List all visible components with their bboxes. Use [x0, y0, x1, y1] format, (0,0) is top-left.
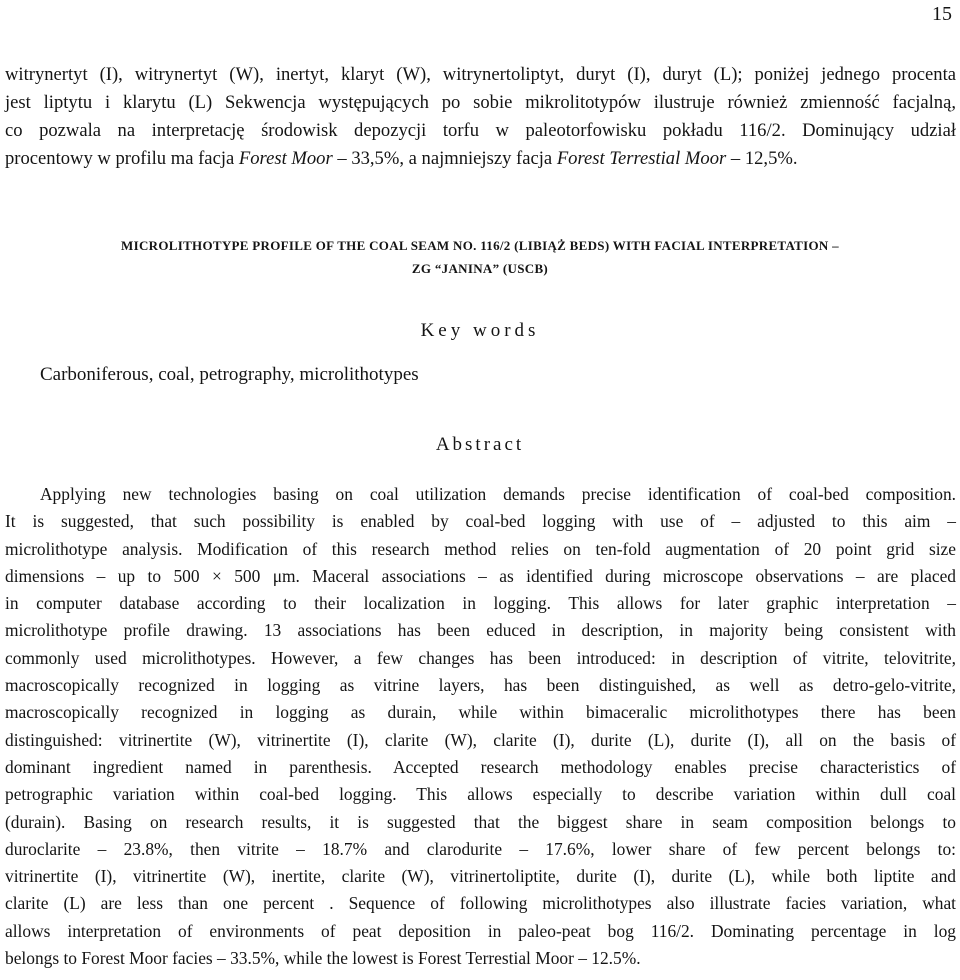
abstract-line: in computer database according to their localization in logging. This allows for later graphic interpretation – — [5, 593, 956, 614]
abstract-line: distinguished: vitrinertite (W), vitrinertite (I), clarite (W), clarite (I), durite (L), durite (I), all on the basis of — [5, 729, 956, 750]
abstract-line: petrographic variation within coal-bed logging. This allows especially to describe variation within dull coal — [5, 784, 956, 805]
intro-line-last — [5, 145, 956, 173]
abstract-line: dominant ingredient named in parenthesis. Accepted research methodology enables precise characteristics of — [5, 756, 956, 777]
abstract-line: belongs to Forest Moor facies – 33.5%, while the lowest is Forest Terrestial Moor – 12.5%. — [5, 948, 641, 969]
intro-line: co pozwala na interpretację środowisk depozycji torfu w paleotorfowisku pokładu 116/2. Dominujący udział — [5, 120, 956, 141]
abstract-line: microlithotype analysis. Modification of this research method relies on ten-fold augmentation of 20 point grid size — [5, 538, 956, 559]
abstract-line: microlithotype profile drawing. 13 associations has been educed in description, in majority being consistent with — [5, 620, 956, 641]
abstract-heading: Abstract — [435, 434, 525, 455]
abstract-text — [5, 481, 956, 972]
facies-name: Forest Moor — [238, 148, 333, 169]
abstract-line: (durain). Basing on research results, it is suggested that the biggest share in seam composition belongs to — [5, 811, 956, 832]
intro-line: witrynertyt (I), witrynertyt (W), inertyt, klaryt (W), witrynertoliptyt, duryt (I), duryt (L); poniżej jednego procenta — [5, 64, 956, 85]
abstract-line: commonly used microlithotypes. However, a few changes has been introduced: in description of vitrite, telovitrite, — [5, 647, 956, 668]
keywords-text: Carboniferous, coal, petrography, microlithotypes — [40, 364, 419, 385]
title-line: ZG “JANINA” (USCB) — [411, 261, 549, 276]
facies-name: Forest Terrestial Moor — [556, 148, 727, 169]
abstract-line: dimensions – up to 500 × 500 μm. Maceral associations – as identified during microscope observations – are placed — [5, 565, 956, 586]
intro-text: procentowy w profilu ma facja — [5, 148, 239, 169]
title-line: MICROLITHOTYPE PROFILE OF THE COAL SEAM NO. 116/2 (LIBIĄŻ BEDS) WITH FACIAL INTERPRETATION – — [121, 238, 839, 253]
keywords-heading: Key words — [420, 320, 540, 341]
abstract-line: vitrinertite (I), vitrinertite (W), inertite, clarite (W), vitrinertoliptite, durite (I), durite (L), while both liptite and — [5, 866, 956, 887]
english-title — [0, 234, 960, 280]
intro-text: – 33,5%, a najmniejszy facja — [332, 148, 557, 169]
abstract-line: It is suggested, that such possibility is enabled by coal-bed logging with use of – adjusted to this aim – — [5, 511, 956, 532]
abstract-line: macroscopically recognized in logging as durain, while within bimaceralic microlithotypes there has been — [5, 702, 956, 723]
abstract-line: Applying new technologies basing on coal utilization demands precise identification of coal-bed composition. — [40, 484, 956, 504]
abstract-line: allows interpretation of environments of peat deposition in paleo-peat bog 116/2. Dominating percentage in log — [5, 920, 956, 941]
page-number: 15 — [932, 3, 952, 25]
abstract-line: macroscopically recognized in logging as vitrine layers, has been distinguished, as well as detro-gelo-vitrite, — [5, 675, 956, 696]
intro-text: – 12,5%. — [726, 148, 798, 169]
intro-line: jest liptytu i klarytu (L) Sekwencja występujących po sobie mikrolitotypów ilustruje również zmienność facjalną, — [5, 92, 956, 113]
abstract-line: duroclarite – 23.8%, then vitrite – 18.7% and clarodurite – 17.6%, lower share of few percent belongs to: — [5, 838, 956, 859]
polish-summary-paragraph — [5, 61, 956, 173]
abstract-line: clarite (L) are less than one percent . Sequence of following microlithotypes also illustrate facies variation, what — [5, 893, 956, 914]
